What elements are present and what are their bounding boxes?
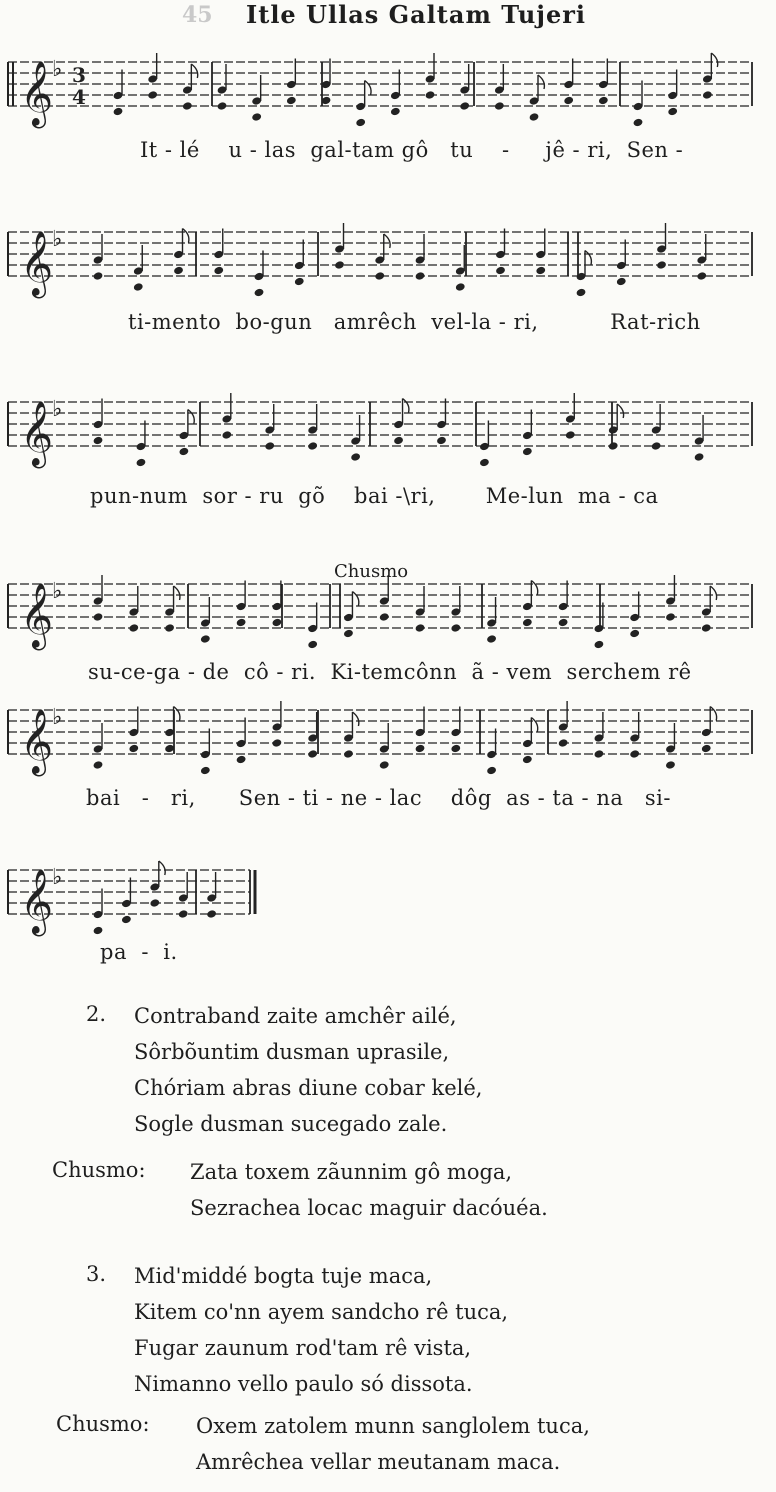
note-head [374,271,385,281]
note-head [200,766,211,776]
treble-clef-icon: 𝄞 [20,583,54,648]
note-head [495,266,506,276]
flat-icon: ♭ [52,397,63,422]
note-head [486,634,497,644]
lyric-line-6: pa - i. [100,940,178,964]
note-head [425,90,436,100]
note-head [522,447,533,457]
treble-clef-icon: 𝄞 [20,401,54,466]
note-head [486,766,497,776]
note-head [206,909,217,919]
chorus-marker: Chusmo [334,561,409,582]
note-head [307,441,318,451]
verse-line: Sezrachea locac maguir dacóuéa. [190,1196,548,1220]
note-head [522,618,533,628]
note-head [576,288,587,298]
note-head [271,618,282,628]
note-flag [365,81,371,95]
note-head [149,898,160,908]
note-flag [174,586,180,600]
staff-system-6 [0,848,776,948]
chorus-block [196,1408,590,1480]
song-title: Itle Ullas Galtam Tujeri [246,0,587,29]
note-head [415,744,426,754]
note-head [565,430,576,440]
chorus-label: Chusmo: [56,1412,150,1436]
note-head [535,266,546,276]
verse-line: Fugar zaunum rod'tam rê vista, [134,1336,472,1360]
verse-line: Zata toxem zãunnim gô moga, [190,1160,513,1184]
treble-clef-icon: 𝄞 [20,231,54,296]
note-head [200,634,211,644]
flat-icon: ♭ [52,579,63,604]
note-head [629,749,640,759]
note-head [128,623,139,633]
staff-system-5 [0,688,776,788]
note-head [136,458,147,468]
staff-system-3 [0,380,776,480]
note-head [93,926,104,936]
note-head [251,112,262,122]
note-head [390,107,401,117]
note-head [608,441,619,451]
flat-icon: ♭ [52,57,63,82]
treble-clef-icon: 𝄞 [20,869,54,934]
verse-number: 2. [86,1002,107,1026]
note-head [598,96,609,106]
note-flag [531,581,537,595]
note-head [286,96,297,106]
note-head [217,101,228,111]
note-head [121,915,132,925]
note-head [221,430,232,440]
verse-line: Amrêchea vellar meutanam maca. [196,1450,561,1474]
verse-line: Nimanno vello paulo só dissota. [134,1372,473,1396]
note-flag [352,712,358,726]
treble-clef-icon: 𝄞 [20,709,54,774]
verse-line: Kitem co'nn ayem sandcho rê tuca, [134,1300,509,1324]
note-flag [159,861,165,875]
note-head [334,260,345,270]
time-signature-bottom: 4 [72,85,86,109]
lyric-line-5: bai - ri, Sen - ti - ne - lac dôg as - ta - na si- [86,786,671,810]
note-head [307,640,318,650]
note-head [343,629,354,639]
note-head [558,738,569,748]
note-head [701,623,712,633]
note-head [436,436,447,446]
note-head [355,118,366,128]
note-head [563,96,574,106]
note-head [133,282,144,292]
verse-line: Contraband zaite amchêr ailé, [134,1004,457,1028]
lyric-line-3: pun-num sor - ru gõ bai -\ri, Me-lun ma - ca [90,484,659,508]
note-flag [710,707,716,721]
note-head [271,738,282,748]
note-head [479,458,490,468]
note-head [147,90,158,100]
note-head [702,90,713,100]
note-flag [538,75,544,89]
note-head [343,749,354,759]
note-head [665,760,676,770]
note-head [178,447,189,457]
lyric-line-2: ti-mento bo-gun amrêch vel-la - ri, Rat-rich [128,310,701,334]
verse-block [134,998,482,1142]
note-head [522,755,533,765]
verse-line: Mid'middé bogta tuje maca, [134,1264,433,1288]
verse-line: Sôrbõuntim dusman uprasile, [134,1040,450,1064]
note-head [254,288,265,298]
note-head [455,282,466,292]
flat-icon: ♭ [52,705,63,730]
note-head [113,107,124,117]
note-flag [617,404,623,418]
chorus-block [190,1154,548,1226]
note-head [665,612,676,622]
note-flag [183,229,189,243]
note-head [701,744,712,754]
note-flag [352,592,358,606]
note-head [93,760,104,770]
note-head [173,266,184,276]
verse-number: 3. [86,1262,107,1286]
note-head [415,623,426,633]
note-head [415,271,426,281]
note-head [294,277,305,287]
note-flag [711,53,717,67]
verse-line: Chóriam abras diune cobar kelé, [134,1076,483,1100]
note-flag [403,399,409,413]
note-head [264,441,275,451]
note-head [379,612,390,622]
note-flag [710,586,716,600]
note-head [593,640,604,650]
note-head [182,101,193,111]
verse-line: Sogle dusman sucegado zale. [134,1112,448,1136]
note-head [93,436,104,446]
chorus-label: Chusmo: [52,1158,146,1182]
note-head [494,101,505,111]
note-head [529,112,540,122]
verse-block [134,1258,508,1402]
note-flag [585,251,591,265]
note-head [213,266,224,276]
note-head [93,271,104,281]
flat-icon: ♭ [52,865,63,890]
note-head [656,260,667,270]
note-head [629,629,640,639]
note-flag [191,64,197,78]
note-head [450,744,461,754]
note-flag [531,718,537,732]
note-head [128,744,139,754]
note-flag [384,234,390,248]
note-head [164,623,175,633]
flat-icon: ♭ [52,227,63,252]
note-head [236,618,247,628]
note-head [696,271,707,281]
note-head [694,452,705,462]
note-head [350,452,361,462]
note-head [450,623,461,633]
page-number: 45 [182,2,213,28]
time-signature-top: 3 [72,63,86,87]
note-head [307,749,318,759]
verse-line: Oxem zatolem munn sanglolem tuca, [196,1414,590,1438]
note-head [651,441,662,451]
note-head [667,107,678,117]
note-head [459,101,470,111]
note-flag [188,410,194,424]
staff-system-2 [0,210,776,310]
note-head [616,277,627,287]
note-head [558,618,569,628]
note-head [379,760,390,770]
note-head [93,612,104,622]
note-head [593,749,604,759]
lyric-line-4: su-ce-ga - de cô - ri. Ki-temcônn ã - vem serchem rê [88,660,692,684]
note-head [393,436,404,446]
note-head [633,118,644,128]
note-head [236,755,247,765]
treble-clef-icon: 𝄞 [20,61,54,126]
note-head [178,909,189,919]
lyric-line-1: It - lé u - las gal-tam gô tu - jê - ri, Sen - [140,138,684,162]
staff-system-1 [0,40,776,140]
